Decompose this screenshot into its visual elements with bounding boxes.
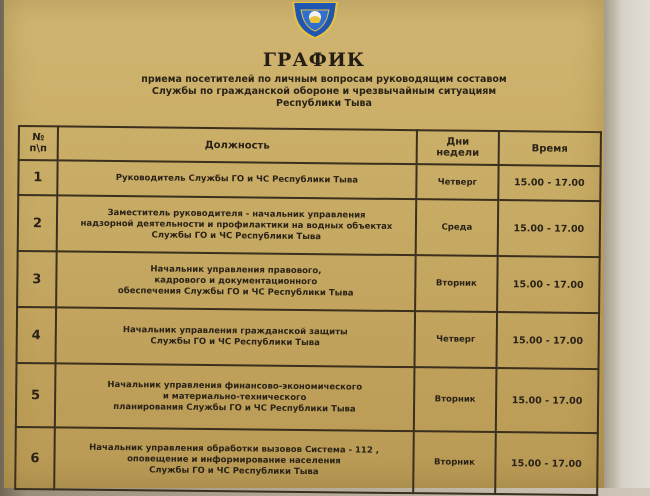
header-day: Дни недели [417,130,499,165]
row-position: Заместитель руководителя - начальник управления надзорной деятельности и профилактики на водных объектах Службы ГО и ЧС Республики Тыва [57,195,417,255]
subtitle-line: Республики Тыва [276,98,372,109]
table-row [17,251,600,313]
header-time: Время [498,131,601,166]
row-time: 15.00 - 17.00 [497,200,600,257]
table-row [18,195,601,257]
table-row [16,363,599,433]
row-number: 5 [16,363,55,427]
schedule-plaque [4,0,604,488]
row-position: Начальник управления гражданской защиты Службы ГО и ЧС Республики Тыва [55,307,415,367]
tuva-coat-of-arms-icon [289,2,341,38]
row-number: 2 [18,195,57,251]
page-title: ГРАФИК [262,49,366,71]
row-day: Среда [416,199,498,256]
row-day: Вторник [415,255,497,312]
schedule-table [14,125,602,496]
row-number: 3 [17,251,56,307]
row-time: 15.00 - 17.00 [497,256,600,313]
row-day: Четверг [415,311,497,368]
row-position: Начальник управления правового, кадрового и документационного обеспечения Службы ГО и ЧС Республики Тыва [56,251,416,311]
subtitle-line: приема посетителей по личным вопросам руководящим составом [141,74,507,85]
row-number: 4 [17,307,56,363]
subtitle [124,74,524,110]
wall-background [604,0,650,488]
row-position: Начальник управления обработки вызовов Система - 112 , оповещение и информирование населения Службы ГО и ЧС Республики Тыва [54,427,414,493]
table-row [17,307,600,369]
row-day: Четверг [416,164,498,200]
table-row [15,427,598,495]
subtitle-line: Службы по гражданской обороне и чрезвычайным ситуациям [151,86,497,97]
header-number: № п\п [19,126,58,160]
row-day: Вторник [414,367,496,432]
row-number: 1 [18,160,57,195]
row-number: 6 [15,427,54,489]
row-time: 15.00 - 17.00 [496,312,599,369]
row-day: Вторник [413,431,495,494]
row-time: 15.00 - 17.00 [495,432,598,495]
row-position: Начальник управления финансово-экономического и материально-технического планирования Службы ГО и ЧС Республики Тыва [55,363,415,431]
row-time: 15.00 - 17.00 [498,165,601,201]
row-time: 15.00 - 17.00 [496,368,599,433]
header-position: Должность [57,126,417,164]
row-position: Руководитель Службы ГО и ЧС Республики Тыва [57,160,417,199]
